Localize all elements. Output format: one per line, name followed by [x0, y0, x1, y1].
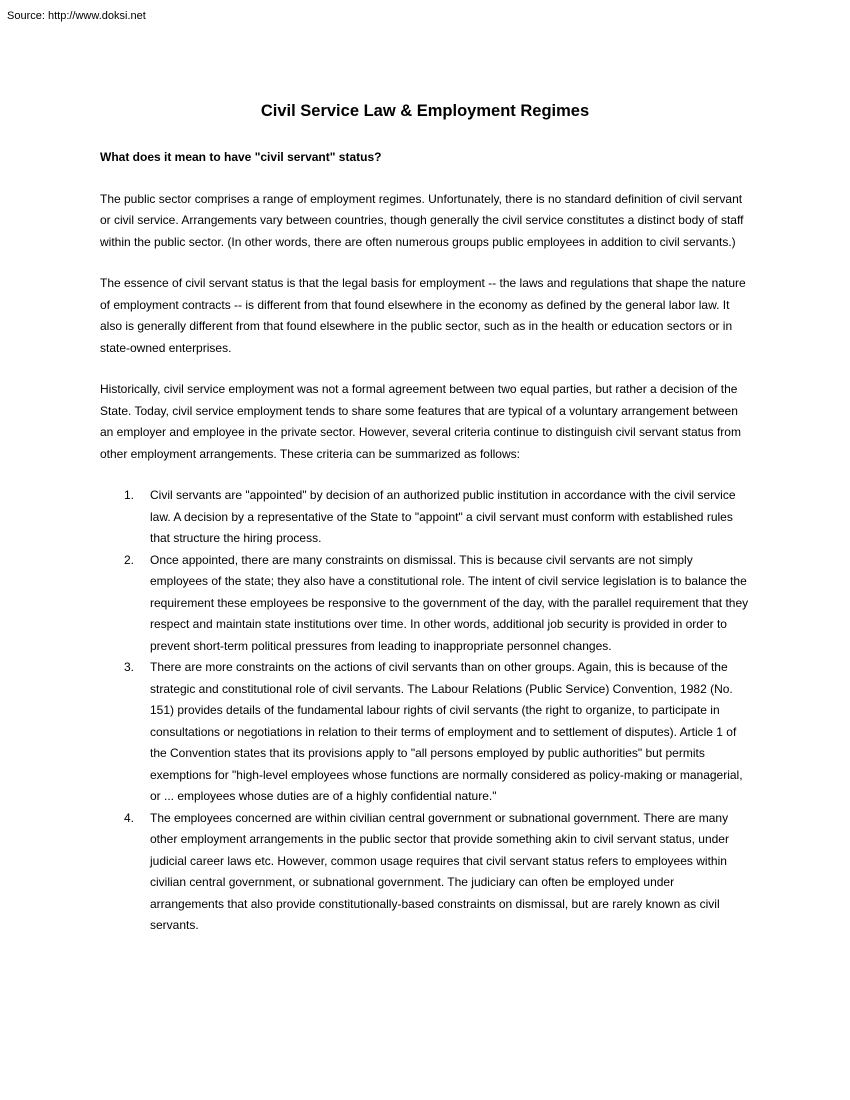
criteria-item	[124, 550, 750, 658]
criteria-item	[124, 657, 750, 808]
document-body	[100, 147, 750, 937]
criteria-number: 4.	[124, 810, 135, 825]
criteria-text: There are more constraints on the actions of civil servants than on other groups. Again, this is because of the strategic and constitutional role of civil servants. The Labour Relations (Public Service) Convention, 1982 (No. 151) provides details of the fundamental labour rights of civil servants (the right to organize, to participate in consultations or negotiations in relation to their terms of employment and to settlement of disputes). Article 1 of the Convention states that its provisions apply to "all persons employed by public authorities" but permits exemptions for "high-level employees whose functions are normally considered as policy-making or managerial, or ... employees whose duties are of a highly confidential nature."	[150, 660, 743, 803]
section-heading: What does it mean to have "civil servant" status?	[100, 150, 382, 164]
page-title: Civil Service Law & Employment Regimes	[260, 102, 590, 120]
source-label: Source: http://www.doksi.net	[7, 10, 146, 22]
criteria-number: 3.	[124, 660, 135, 674]
criteria-list	[100, 485, 750, 937]
paragraph-essence: The essence of civil servant status is that the legal basis for employment -- the laws and regulations that shape the nature of employment contracts -- is different from that found elsewhere in the economy as defined by the general labor law. It also is generally different from that found elsewhere in the public sector, such as in the health or education sectors or in state-owned enterprises.	[100, 276, 746, 355]
criteria-number: 2.	[124, 552, 135, 567]
paragraph-definition: The public sector comprises a range of employment regimes. Unfortunately, there is no standard definition of civil servant or civil service. Arrangements vary between countries, though generally the civil service constitutes a distinct body of staff within the public sector. (In other words, there are often numerous groups public employees in addition to civil servants.)	[100, 191, 744, 249]
criteria-text: Civil servants are "appointed" by decision of an authorized public institution in accordance with the civil service law. A decision by a representative of the State to "appoint" a civil servant must conform with established rules that structure the hiring process.	[150, 488, 736, 545]
criteria-number: 1.	[124, 488, 135, 502]
criteria-item	[124, 485, 750, 550]
criteria-item	[124, 808, 750, 937]
criteria-text: The employees concerned are within civilian central government or subnational government. There are many other employment arrangements in the public sector that provide something akin to civil servant status, under judicial career laws etc. However, common usage requires that civil servant status refers to employees within civilian central government, or subnational government. The judiciary can often be employed under arrangements that also provide constitutionally-based constraints on dismissal, but are rarely known as civil servants.	[150, 810, 729, 932]
criteria-text: Once appointed, there are many constraints on dismissal. This is because civil servants are not simply employees of the state; they also have a constitutional role. The intent of civil service legislation is to balance the requirement these employees be responsive to the government of the day, with the parallel requirement that they respect and maintain state institutions over time. In other words, additional job security is provided in order to prevent short-term political pressures from leading to inappropriate personnel changes.	[150, 552, 749, 653]
paragraph-history: Historically, civil service employment was not a formal agreement between two equal parties, but rather a decision of the State. Today, civil service employment tends to share some features that are typical of a voluntary arrangement between an employer and employee in the private sector. However, several criteria continue to distinguish civil servant status from other employment arrangements. These criteria can be summarized as follows:	[100, 382, 741, 461]
